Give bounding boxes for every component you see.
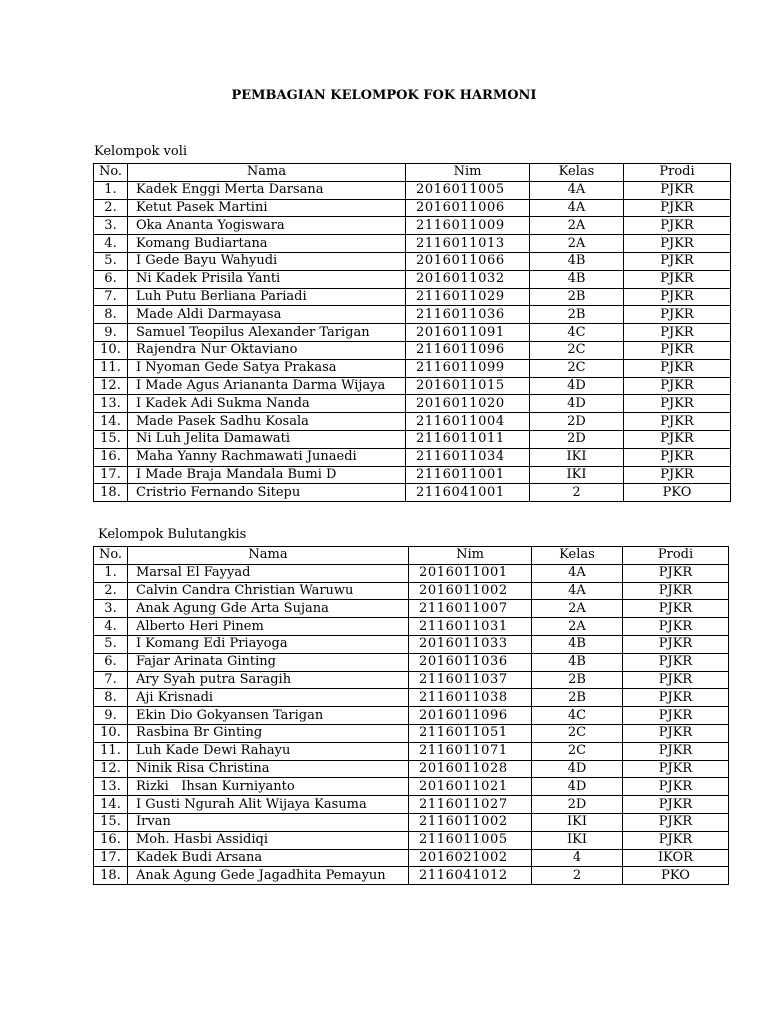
student-program: PJKR [623, 653, 729, 671]
student-nim: 2116041001 [406, 484, 530, 502]
student-program: PJKR [623, 689, 729, 707]
row-number: 14. [94, 413, 128, 431]
student-name: Alberto Heri Pinem [128, 618, 409, 636]
student-class: 2 [530, 484, 624, 502]
student-nim: 2116011034 [406, 448, 530, 466]
table-header-row [94, 547, 729, 565]
student-class: 4B [532, 653, 623, 671]
student-name: I Kadek Adi Sukma Nanda [128, 395, 406, 413]
table-row [94, 359, 731, 377]
student-nim: 2116011004 [406, 413, 530, 431]
student-program: PJKR [624, 359, 731, 377]
group-label-voli: Kelompok voli [94, 144, 188, 159]
row-number: 10. [94, 341, 128, 359]
student-class: 4D [530, 395, 624, 413]
student-program: PJKR [623, 796, 729, 814]
student-name: Marsal El Fayyad [128, 564, 409, 582]
table-row [94, 377, 731, 395]
student-nim: 2116011071 [409, 742, 532, 760]
table-row [94, 199, 731, 217]
student-program: PJKR [624, 217, 731, 235]
student-name: I Made Braja Mandala Bumi D [128, 466, 406, 484]
row-number: 4. [94, 618, 128, 636]
student-nim: 2016011036 [409, 653, 532, 671]
table-row [94, 430, 731, 448]
student-nim: 2016011001 [409, 564, 532, 582]
col-header-nim: Nim [406, 164, 530, 182]
table-row [94, 270, 731, 288]
student-program: PJKR [624, 448, 731, 466]
table-row [94, 217, 731, 235]
student-nim: 2116011038 [409, 689, 532, 707]
student-nim: 2116011009 [406, 217, 530, 235]
student-name: Irvan [128, 813, 409, 831]
row-number: 17. [94, 466, 128, 484]
student-name: Made Pasek Sadhu Kosala [128, 413, 406, 431]
student-class: 4D [532, 760, 623, 778]
student-class: 2A [532, 600, 623, 618]
row-number: 4. [94, 235, 128, 253]
student-class: 2A [530, 217, 624, 235]
student-name: Kadek Budi Arsana [128, 849, 409, 867]
student-name: Oka Ananta Yogiswara [128, 217, 406, 235]
student-program: PJKR [624, 395, 731, 413]
student-name: Ni Luh Jelita Damawati [128, 430, 406, 448]
student-program: PJKR [623, 564, 729, 582]
student-name: Komang Budiartana [128, 235, 406, 253]
student-nim: 2016011033 [409, 635, 532, 653]
student-program: PJKR [624, 430, 731, 448]
student-program: PJKR [624, 288, 731, 306]
student-name: Ni Kadek Prisila Yanti [128, 270, 406, 288]
student-program: PJKR [623, 813, 729, 831]
row-number: 10. [94, 724, 128, 742]
student-nim: 2016011032 [406, 270, 530, 288]
student-name: Fajar Arinata Ginting [128, 653, 409, 671]
row-number: 9. [94, 707, 128, 725]
student-nim: 2116041012 [409, 867, 532, 885]
table-row [94, 778, 729, 796]
table-row [94, 689, 729, 707]
student-nim: 2116011096 [406, 341, 530, 359]
student-class: 2C [530, 359, 624, 377]
bulutangkis-table [93, 546, 729, 885]
student-name: I Gede Bayu Wahyudi [128, 252, 406, 270]
student-nim: 2116011099 [406, 359, 530, 377]
row-number: 3. [94, 217, 128, 235]
student-class: 2C [530, 341, 624, 359]
student-class: 4A [530, 181, 624, 199]
student-nim: 2116011037 [409, 671, 532, 689]
row-number: 5. [94, 252, 128, 270]
student-program: PJKR [624, 235, 731, 253]
student-class: 4A [532, 582, 623, 600]
table-row [94, 252, 731, 270]
student-class: IKI [532, 813, 623, 831]
student-name: Maha Yanny Rachmawati Junaedi [128, 448, 406, 466]
student-program: PJKR [623, 707, 729, 725]
student-name: Moh. Hasbi Assidiqi [128, 831, 409, 849]
student-name: Made Aldi Darmayasa [128, 306, 406, 324]
student-nim: 2016011028 [409, 760, 532, 778]
student-name: I Komang Edi Priayoga [128, 635, 409, 653]
table-row [94, 341, 731, 359]
student-nim: 2016011002 [409, 582, 532, 600]
row-number: 15. [94, 430, 128, 448]
student-class: 2 [532, 867, 623, 885]
table-row [94, 618, 729, 636]
row-number: 12. [94, 760, 128, 778]
student-nim: 2016011091 [406, 324, 530, 342]
table-header-row [94, 164, 731, 182]
student-program: PKO [623, 867, 729, 885]
student-name: I Nyoman Gede Satya Prakasa [128, 359, 406, 377]
student-nim: 2116011011 [406, 430, 530, 448]
student-program: PKO [624, 484, 731, 502]
col-header-nama: Nama [128, 164, 406, 182]
student-class: IKI [532, 831, 623, 849]
student-nim: 2116011001 [406, 466, 530, 484]
col-header-prodi: Prodi [623, 547, 729, 565]
student-class: 4C [530, 324, 624, 342]
student-program: PJKR [624, 199, 731, 217]
student-program: PJKR [624, 306, 731, 324]
bulutangkis-table-body [94, 564, 729, 884]
student-class: IKI [530, 466, 624, 484]
table-row [94, 813, 729, 831]
student-program: PJKR [624, 252, 731, 270]
group-label-bulutangkis: Kelompok Bulutangkis [98, 527, 247, 542]
student-name: I Gusti Ngurah Alit Wijaya Kasuma [128, 796, 409, 814]
student-class: IKI [530, 448, 624, 466]
student-program: PJKR [624, 413, 731, 431]
student-class: 2B [532, 689, 623, 707]
student-nim: 2116011013 [406, 235, 530, 253]
table-row [94, 635, 729, 653]
student-program: PJKR [624, 181, 731, 199]
row-number: 7. [94, 671, 128, 689]
row-number: 5. [94, 635, 128, 653]
row-number: 8. [94, 306, 128, 324]
student-nim: 2016011020 [406, 395, 530, 413]
row-number: 16. [94, 831, 128, 849]
table-row [94, 306, 731, 324]
row-number: 13. [94, 778, 128, 796]
student-name: Kadek Enggi Merta Darsana [128, 181, 406, 199]
student-class: 2B [532, 671, 623, 689]
student-name: Luh Kade Dewi Rahayu [128, 742, 409, 760]
student-program: PJKR [624, 466, 731, 484]
student-program: PJKR [623, 635, 729, 653]
row-number: 13. [94, 395, 128, 413]
student-class: 4D [532, 778, 623, 796]
student-program: PJKR [623, 618, 729, 636]
col-header-kelas: Kelas [532, 547, 623, 565]
voli-table-body [94, 181, 731, 501]
student-nim: 2116011051 [409, 724, 532, 742]
student-nim: 2016011015 [406, 377, 530, 395]
student-nim: 2016011005 [406, 181, 530, 199]
row-number: 8. [94, 689, 128, 707]
student-class: 4D [530, 377, 624, 395]
row-number: 17. [94, 849, 128, 867]
table-row [94, 760, 729, 778]
row-number: 6. [94, 270, 128, 288]
table-row [94, 867, 729, 885]
table-row [94, 448, 731, 466]
student-nim: 2016021002 [409, 849, 532, 867]
row-number: 11. [94, 742, 128, 760]
student-class: 4C [532, 707, 623, 725]
table-row [94, 288, 731, 306]
row-number: 11. [94, 359, 128, 377]
student-name: Samuel Teopilus Alexander Tarigan [128, 324, 406, 342]
student-name: Calvin Candra Christian Waruwu [128, 582, 409, 600]
row-number: 3. [94, 600, 128, 618]
row-number: 12. [94, 377, 128, 395]
student-class: 2C [532, 742, 623, 760]
student-name: Ary Syah putra Saragih [128, 671, 409, 689]
row-number: 1. [94, 181, 128, 199]
student-nim: 2116011005 [409, 831, 532, 849]
student-name: Ekin Dio Gokyansen Tarigan [128, 707, 409, 725]
row-number: 15. [94, 813, 128, 831]
student-name: Anak Agung Gede Jagadhita Pemayun [128, 867, 409, 885]
student-program: PJKR [624, 341, 731, 359]
student-name: Cristrio Fernando Sitepu [128, 484, 406, 502]
table-row [94, 600, 729, 618]
row-number: 2. [94, 199, 128, 217]
document-title: PEMBAGIAN KELOMPOK FOK HARMONI [231, 88, 537, 103]
table-row [94, 484, 731, 502]
student-nim: 2116011002 [409, 813, 532, 831]
voli-table [93, 163, 731, 502]
student-nim: 2116011036 [406, 306, 530, 324]
table-row [94, 707, 729, 725]
student-program: PJKR [624, 377, 731, 395]
table-row [94, 653, 729, 671]
student-name: Rizki Ihsan Kurniyanto [128, 778, 409, 796]
student-nim: 2116011029 [406, 288, 530, 306]
col-header-no: No. [94, 547, 128, 565]
row-number: 18. [94, 484, 128, 502]
student-class: 4B [530, 252, 624, 270]
student-program: PJKR [623, 724, 729, 742]
student-program: PJKR [623, 671, 729, 689]
student-class: 2D [532, 796, 623, 814]
student-name: Ketut Pasek Martini [128, 199, 406, 217]
student-program: PJKR [623, 778, 729, 796]
table-row [94, 466, 731, 484]
student-nim: 2016011066 [406, 252, 530, 270]
student-class: 4A [530, 199, 624, 217]
student-program: PJKR [623, 760, 729, 778]
student-nim: 2116011027 [409, 796, 532, 814]
row-number: 6. [94, 653, 128, 671]
student-nim: 2016011096 [409, 707, 532, 725]
student-nim: 2116011007 [409, 600, 532, 618]
student-program: PJKR [624, 270, 731, 288]
table-row [94, 796, 729, 814]
student-class: 2A [532, 618, 623, 636]
student-class: 2D [530, 413, 624, 431]
student-class: 2B [530, 306, 624, 324]
table-row [94, 582, 729, 600]
student-name: Luh Putu Berliana Pariadi [128, 288, 406, 306]
table-row [94, 831, 729, 849]
student-name: I Made Agus Ariananta Darma Wijaya [128, 377, 406, 395]
col-header-nama: Nama [128, 547, 409, 565]
row-number: 14. [94, 796, 128, 814]
student-class: 2D [530, 430, 624, 448]
col-header-no: No. [94, 164, 128, 182]
table-row [94, 724, 729, 742]
student-class: 4 [532, 849, 623, 867]
student-class: 4B [532, 635, 623, 653]
row-number: 18. [94, 867, 128, 885]
student-name: Rasbina Br Ginting [128, 724, 409, 742]
student-program: PJKR [623, 742, 729, 760]
col-header-nim: Nim [409, 547, 532, 565]
student-name: Anak Agung Gde Arta Sujana [128, 600, 409, 618]
student-nim: 2116011031 [409, 618, 532, 636]
student-nim: 2016011021 [409, 778, 532, 796]
student-program: PJKR [623, 831, 729, 849]
student-class: 2C [532, 724, 623, 742]
table-row [94, 324, 731, 342]
table-row [94, 849, 729, 867]
student-program: PJKR [623, 582, 729, 600]
row-number: 9. [94, 324, 128, 342]
row-number: 7. [94, 288, 128, 306]
row-number: 2. [94, 582, 128, 600]
table-row [94, 413, 731, 431]
student-name: Rajendra Nur Oktaviano [128, 341, 406, 359]
table-row [94, 742, 729, 760]
col-header-prodi: Prodi [624, 164, 731, 182]
student-program: IKOR [623, 849, 729, 867]
student-class: 4A [532, 564, 623, 582]
student-name: Ninik Risa Christina [128, 760, 409, 778]
student-nim: 2016011006 [406, 199, 530, 217]
table-row [94, 671, 729, 689]
table-row [94, 395, 731, 413]
student-class: 2B [530, 288, 624, 306]
row-number: 1. [94, 564, 128, 582]
col-header-kelas: Kelas [530, 164, 624, 182]
student-class: 4B [530, 270, 624, 288]
row-number: 16. [94, 448, 128, 466]
student-class: 2A [530, 235, 624, 253]
table-row [94, 235, 731, 253]
student-program: PJKR [623, 600, 729, 618]
table-row [94, 564, 729, 582]
table-row [94, 181, 731, 199]
student-program: PJKR [624, 324, 731, 342]
student-name: Aji Krisnadi [128, 689, 409, 707]
